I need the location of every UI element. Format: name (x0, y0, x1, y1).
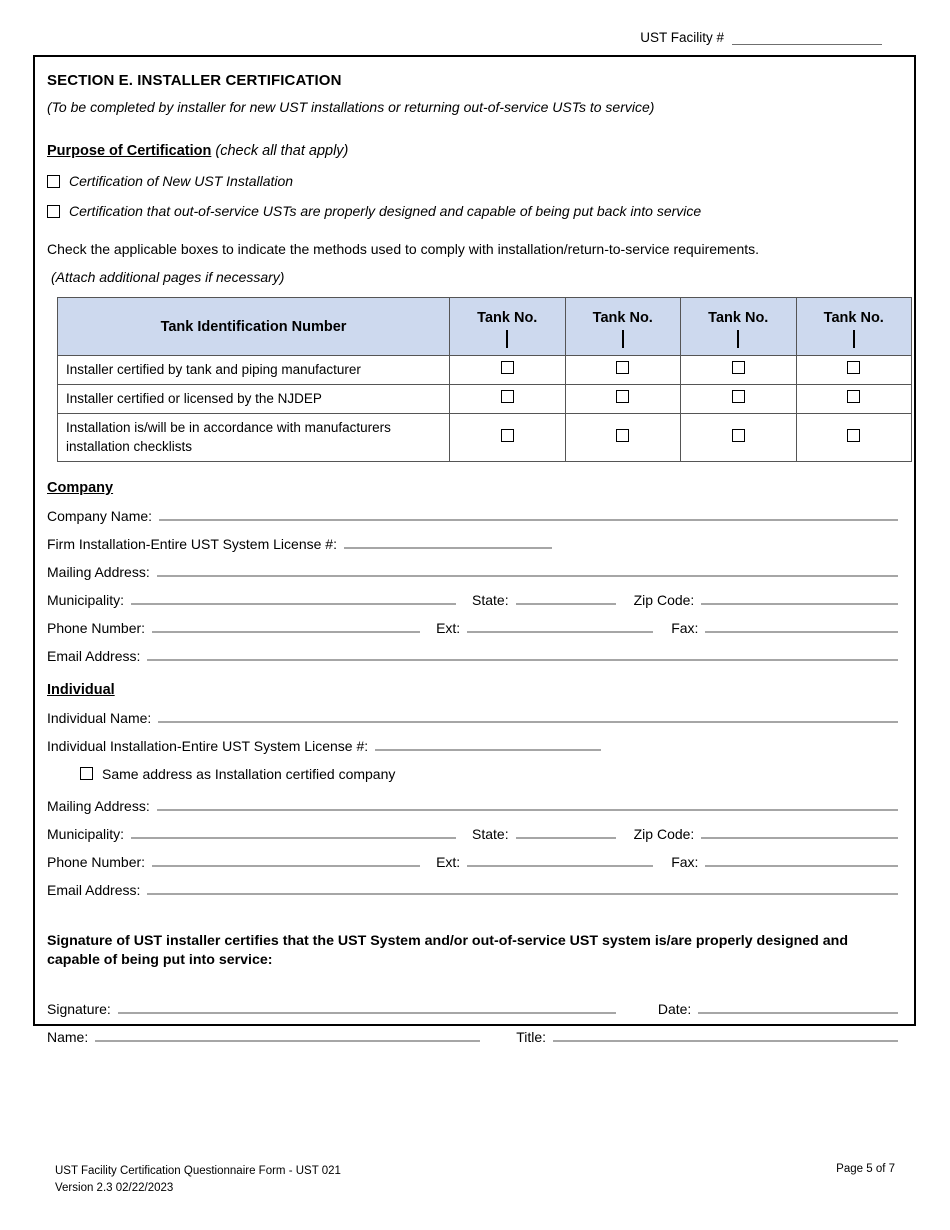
field-label: Company Name: (47, 507, 153, 524)
field-company-name (47, 507, 898, 524)
checkbox-icon[interactable] (616, 390, 629, 403)
tank-no-input-4[interactable] (853, 330, 855, 348)
row-2-checkbox-cell-3[interactable] (796, 414, 912, 461)
purpose-note: (check all that apply) (215, 143, 349, 159)
individual-phone-input[interactable] (152, 853, 420, 867)
field-label: Title: (516, 1029, 547, 1046)
tank-column-header-3 (681, 298, 797, 356)
firm-license-input[interactable] (344, 535, 552, 549)
row-0-checkbox-cell-2[interactable] (681, 356, 797, 385)
footer-form-title: UST Facility Certification Questionnaire Form - UST 021 (55, 1165, 341, 1177)
tank-column-header-4 (796, 298, 912, 356)
field-individual-municipality-state-zip (47, 825, 898, 842)
tank-no-label: Tank No. (708, 309, 769, 326)
facility-number-label: UST Facility # (640, 30, 724, 45)
company-section-heading: Company (47, 479, 114, 496)
field-label: Ext: (436, 853, 461, 870)
field-label: Zip Code: (633, 591, 695, 608)
individual-section-heading: Individual (47, 681, 115, 698)
tank-no-label: Tank No. (477, 309, 538, 326)
signature-input[interactable] (118, 1000, 616, 1014)
facility-number-input[interactable] (732, 32, 882, 45)
field-label: Mailing Address: (47, 797, 150, 814)
field-company-email (47, 647, 898, 664)
checkbox-icon[interactable] (732, 390, 745, 403)
checkbox-icon[interactable] (80, 767, 93, 780)
page-footer (55, 1163, 895, 1196)
name-input[interactable] (95, 1028, 480, 1042)
company-mailing-address-input[interactable] (157, 563, 898, 577)
field-company-mailing-address (47, 563, 898, 580)
table-header-row (58, 298, 912, 356)
field-individual-email (47, 881, 898, 898)
footer-page-number: Page 5 of 7 (836, 1163, 895, 1175)
company-municipality-input[interactable] (131, 591, 456, 605)
company-state-input[interactable] (516, 591, 616, 605)
tank-column-header-1 (450, 298, 566, 356)
company-ext-input[interactable] (467, 619, 653, 633)
purpose-of-certification-heading (47, 143, 898, 159)
tank-no-input-3[interactable] (737, 330, 739, 348)
table-row (58, 356, 912, 385)
individual-municipality-input[interactable] (131, 825, 456, 839)
company-fax-input[interactable] (705, 619, 898, 633)
facility-number-line (0, 30, 950, 45)
checkbox-icon[interactable] (47, 175, 60, 188)
field-label: Ext: (436, 619, 461, 636)
purpose-option-label: Certification that out-of-service USTs are properly designed and capable of being put back into service (69, 203, 702, 219)
individual-ext-input[interactable] (467, 853, 653, 867)
field-label: Municipality: (47, 825, 125, 842)
company-phone-input[interactable] (152, 619, 420, 633)
field-name-title (47, 1028, 898, 1045)
tank-identification-table (57, 297, 912, 462)
row-label: Installer certified or licensed by the NJDEP (58, 385, 450, 414)
row-1-checkbox-cell-3[interactable] (796, 385, 912, 414)
row-1-checkbox-cell-2[interactable] (681, 385, 797, 414)
purpose-option-new-installation[interactable] (47, 173, 898, 189)
row-0-checkbox-cell-0[interactable] (450, 356, 566, 385)
company-email-input[interactable] (147, 647, 898, 661)
checkbox-icon[interactable] (847, 390, 860, 403)
checkbox-icon[interactable] (616, 429, 629, 442)
tank-no-label: Tank No. (592, 309, 653, 326)
individual-license-input[interactable] (375, 737, 601, 751)
field-label: Fax: (671, 853, 699, 870)
field-label: Signature: (47, 1001, 111, 1018)
same-address-checkbox-row[interactable] (80, 766, 898, 782)
individual-mailing-address-input[interactable] (157, 797, 898, 811)
field-label: Date: (657, 1001, 692, 1018)
section-subtitle: (To be completed by installer for new UST installations or returning out-of-service USTs to service) (47, 99, 655, 115)
same-address-label: Same address as Installation certified company (102, 765, 396, 782)
checkbox-icon[interactable] (732, 429, 745, 442)
row-0-checkbox-cell-3[interactable] (796, 356, 912, 385)
row-2-checkbox-cell-2[interactable] (681, 414, 797, 461)
field-label: Mailing Address: (47, 563, 150, 580)
field-label: Email Address: (47, 647, 141, 664)
row-2-checkbox-cell-0[interactable] (450, 414, 566, 461)
purpose-option-out-of-service[interactable] (47, 203, 898, 219)
signature-statement: Signature of UST installer certifies that the UST System and/or out-of-service UST system is/are properly designed and capable of being put into service: (47, 932, 849, 969)
field-label: State: (472, 591, 509, 608)
checkbox-icon[interactable] (501, 361, 514, 374)
field-signature-date (47, 1000, 898, 1017)
individual-email-input[interactable] (147, 881, 898, 895)
checkbox-icon[interactable] (616, 361, 629, 374)
field-individual-name (47, 709, 898, 726)
row-0-checkbox-cell-1[interactable] (565, 356, 681, 385)
page-title: SECTION E. INSTALLER CERTIFICATION (47, 72, 342, 89)
individual-state-input[interactable] (516, 825, 616, 839)
company-name-input[interactable] (159, 507, 898, 521)
field-label: Individual Name: (47, 709, 152, 726)
field-label: Phone Number: (47, 619, 146, 636)
checkbox-icon[interactable] (847, 429, 860, 442)
field-label: Email Address: (47, 881, 141, 898)
tank-column-header-2 (565, 298, 681, 356)
instruction-italic-text: (Attach additional pages if necessary) (51, 269, 285, 285)
date-input[interactable] (698, 1000, 898, 1014)
row-label: Installation is/will be in accordance with manufacturers installation checklists (58, 414, 450, 461)
tank-no-input-1[interactable] (506, 330, 508, 348)
checkbox-icon[interactable] (47, 205, 60, 218)
field-company-municipality-state-zip (47, 591, 898, 608)
field-individual-license (47, 737, 898, 754)
field-label: Firm Installation-Entire UST System License #: (47, 535, 337, 552)
company-zip-input[interactable] (701, 591, 898, 605)
section-e-frame (33, 55, 916, 1046)
tank-identification-number-header: Tank Identification Number (58, 298, 450, 356)
table-row (58, 414, 912, 461)
field-label: State: (472, 825, 509, 842)
individual-zip-input[interactable] (701, 825, 898, 839)
field-label: Name: (47, 1029, 89, 1046)
table-row (58, 385, 912, 414)
footer-version: Version 2.3 02/22/2023 (55, 1181, 174, 1194)
individual-fax-input[interactable] (705, 853, 898, 867)
checkbox-icon[interactable] (847, 361, 860, 374)
field-label: Phone Number: (47, 853, 146, 870)
field-label: Individual Installation-Entire UST System License #: (47, 737, 369, 754)
field-label: Municipality: (47, 591, 125, 608)
row-1-checkbox-cell-0[interactable] (450, 385, 566, 414)
row-2-checkbox-cell-1[interactable] (565, 414, 681, 461)
checkbox-icon[interactable] (501, 390, 514, 403)
individual-name-input[interactable] (158, 709, 898, 723)
tank-no-input-2[interactable] (622, 330, 624, 348)
field-firm-license (47, 535, 898, 552)
field-label: Zip Code: (633, 825, 695, 842)
field-individual-phone-ext-fax (47, 853, 898, 870)
row-label: Installer certified by tank and piping manufacturer (58, 356, 450, 385)
instruction-text: Check the applicable boxes to indicate the methods used to comply with installation/return-to-service requirements. (47, 241, 760, 257)
tank-no-label: Tank No. (823, 309, 884, 326)
field-individual-mailing-address (47, 797, 898, 814)
field-company-phone-ext-fax (47, 619, 898, 636)
purpose-option-label: Certification of New UST Installation (69, 173, 294, 189)
purpose-title: Purpose of Certification (47, 143, 212, 159)
field-label: Fax: (671, 619, 699, 636)
row-1-checkbox-cell-1[interactable] (565, 385, 681, 414)
checkbox-icon[interactable] (732, 361, 745, 374)
title-input[interactable] (553, 1028, 898, 1042)
checkbox-icon[interactable] (501, 429, 514, 442)
